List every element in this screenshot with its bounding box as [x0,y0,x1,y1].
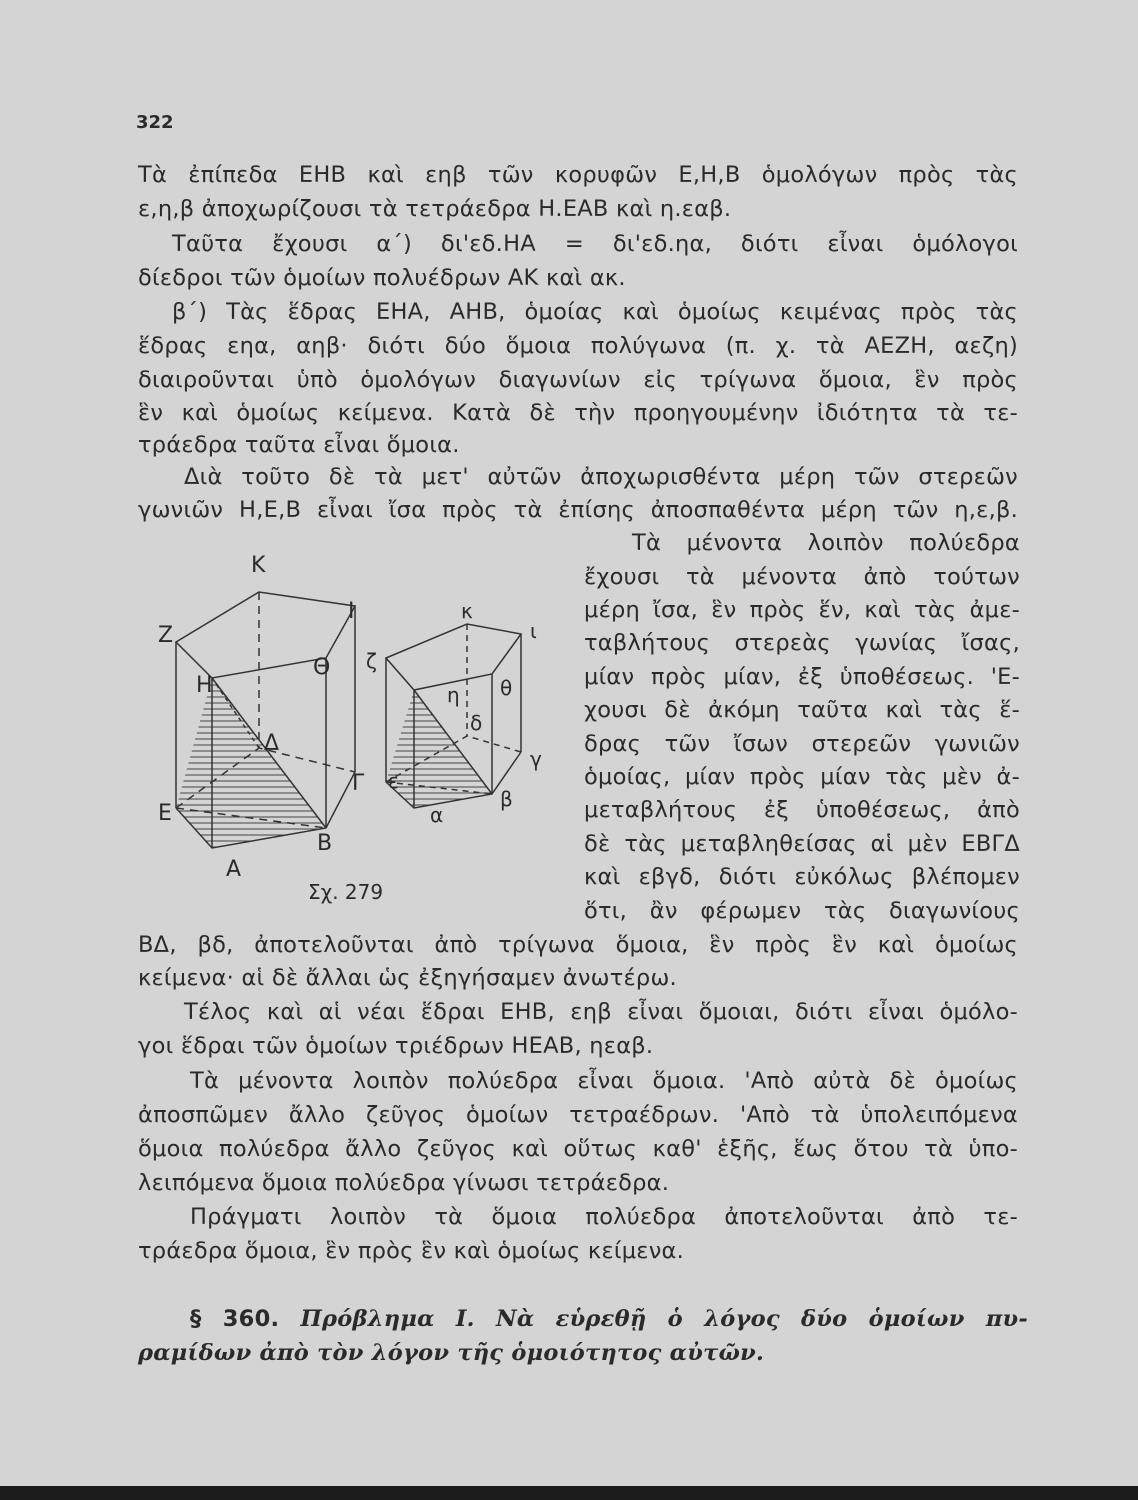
label-th: θ [500,676,513,700]
text-line: μίαν πρὸς μίαν, ἐξ ὑποθέσεως. 'Ε- [584,664,1020,690]
text-line: καὶ εβγδ, διότι εὐκόλως βλέπομεν [584,864,1020,890]
text-line: β΄) Τὰς ἕδρας ΕΗΑ, ΑΗΒ, ὁμοίας καὶ ὁμοίως κειμένας πρὸς τὰς [172,299,1018,325]
label-K: K [251,553,266,578]
text-line: κείμενα· αἱ δὲ ἄλλαι ὡς ἐξηγήσαμεν ἀνωτέρω. [138,965,677,991]
text-line: δρας τῶν ἴσων στερεῶν γωνιῶν [584,731,1020,757]
text-line: Τὰ μένοντα λοιπὸν πολύεδρα [632,530,1020,556]
label-k: κ [461,599,473,623]
label-b: β [500,787,513,811]
text-line: χουσι δὲ ἀκόμη ταῦτα καὶ τὰς ἕ- [584,697,1020,723]
text-line: γοι ἕδραι τῶν ὁμοίων τριέδρων ΗΕΑΒ, ηεαβ. [138,1033,654,1059]
text-line: μεταβλήτους ἐξ ὑποθέσεως, ἀπὸ [584,797,1020,823]
label-B: B [317,831,333,856]
text-line: ἓν καὶ ὁμοίως κείμενα. Κατὰ δὲ τὴν προηγουμένην ἰδιότητα τὰ τε- [138,400,1018,426]
label-Z: Z [158,623,174,648]
text-line: τράεδρα ὅμοια, ἓν πρὸς ἓν καὶ ὁμοίως κείμενα. [138,1238,684,1264]
text-line: μέρη ἴσα, ἓν πρὸς ἕν, καὶ τὰς ἀμε- [584,597,1020,623]
text-line: ἔχουσι τὰ μένοντα ἀπὸ τούτων [584,564,1020,590]
text-line: ὅτι, ἂν φέρωμεν τὰς διαγωνίους [584,898,1020,924]
page-bottom-edge [0,1486,1138,1500]
label-d: δ [470,711,483,735]
text-line: δὲ τὰς μεταβληθείσας αἱ μὲν ΕΒΓΔ [584,831,1020,857]
label-e: ε [388,769,399,793]
label-A: A [226,857,242,880]
label-Delta: Δ [264,731,280,756]
problem-title: Πρόβλημα Ι. Νὰ εὑρεθῇ ὁ λόγος δύο ὁμοίων πυ- [300,1306,1029,1332]
text-line: Τὰ ἐπίπεδα ΕΗΒ καὶ εηβ τῶν κορυφῶν Ε,Η,Β ὁμολόγων πρὸς τὰς [138,162,1018,188]
figure-279 [150,550,550,880]
problem-heading-line-2: ραμίδων ἀπὸ τὸν λόγον τῆς ὁμοιότητος αὐτῶν. [138,1340,765,1366]
text-line: διαιροῦνται ὑπὸ ὁμολόγων διαγωνίων εἰς τρίγωνα ὅμοια, ἓν πρὸς [138,367,1018,393]
problem-heading-line-1 [190,1304,1028,1334]
text-line: Πράγματι λοιπὸν τὰ ὅμοια πολύεδρα ἀποτελοῦνται ἀπὸ τε- [190,1204,1018,1230]
text-line: ταβλήτους στερεὰς γωνίας ἴσας, [584,630,1020,656]
text-line: Τέλος καὶ αἱ νέαι ἕδραι ΕΗΒ, εηβ εἶναι ὅμοιαι, διότι εἶναι ὁμόλο- [184,999,1018,1025]
section-number: § 360. [190,1306,280,1332]
small-hatched-tetrahedron [386,690,492,808]
text-line: Τὰ μένοντα λοιπὸν πολύεδρα εἶναι ὅμοια. 'Απὸ αὐτὰ δὲ ὁμοίως [190,1068,1018,1094]
text-line: ε,η,β ἀποχωρίζουσι τὰ τετράεδρα Η.ΕΑΒ καὶ η.εαβ. [138,196,732,222]
page-number: 322 [136,112,174,133]
text-line: τράεδρα ταῦτα εἶναι ὅμοια. [138,432,460,458]
figure-caption: Σχ. 279 [308,880,384,904]
label-g: γ [530,747,542,771]
text-line: Διὰ τοῦτο δὲ τὰ μετ' αὐτῶν ἀποχωρισθέντα μέρη τῶν στερεῶν [184,464,1018,490]
text-line: ἕδρας εηα, αηβ· διότι δύο ὅμοια πολύγωνα (π. χ. τὰ ΑΕΖΗ, αεζη) [138,333,1018,359]
text-line: ΒΔ, βδ, ἀποτελοῦνται ἀπὸ τρίγωνα ὅμοια, ἓν πρὸς ἓν καὶ ὁμοίως [138,932,1018,958]
text-line: δίεδροι τῶν ὁμοίων πολυέδρων ΑΚ καὶ ακ. [138,265,626,291]
text-line: ὁμοίας, μίαν πρὸς μίαν τὰς μὲν ἀ- [584,764,1020,790]
label-a: α [430,803,444,827]
label-z: ζ [366,649,377,673]
text-line: ὅμοια πολύεδρα ἄλλο ζεῦγος καὶ οὕτως καθ' ἑξῆς, ἕως ὅτου τὰ ὑπο- [138,1136,1018,1162]
text-line: Ταῦτα ἔχουσι α΄) δι'εδ.ΗΑ = δι'εδ.ηα, διότι εἶναι ὁμόλογοι [172,231,1018,257]
label-I: I [348,599,355,624]
label-E: E [158,801,172,826]
text-line: γωνιῶν Η,Ε,Β εἶναι ἴσα πρὸς τὰ ἐπίσης ἀποσπαθέντα μέρη τῶν η,ε,β. [138,497,1018,523]
label-i: ι [530,619,537,643]
label-Theta: Θ [313,655,331,680]
label-Gamma: Γ [352,771,365,796]
big-hatched-tetrahedron [176,678,326,848]
text-line: ἀποσπῶμεν ἄλλο ζεῦγος ὁμοίων τετραέδρων. 'Απὸ τὰ ὑπολειπόμενα [138,1102,1018,1128]
label-H: H [196,673,213,698]
text-line: λειπόμενα ὅμοια πολύεδρα γίνωσι τετράεδρα. [138,1170,670,1196]
label-h: η [447,683,460,707]
